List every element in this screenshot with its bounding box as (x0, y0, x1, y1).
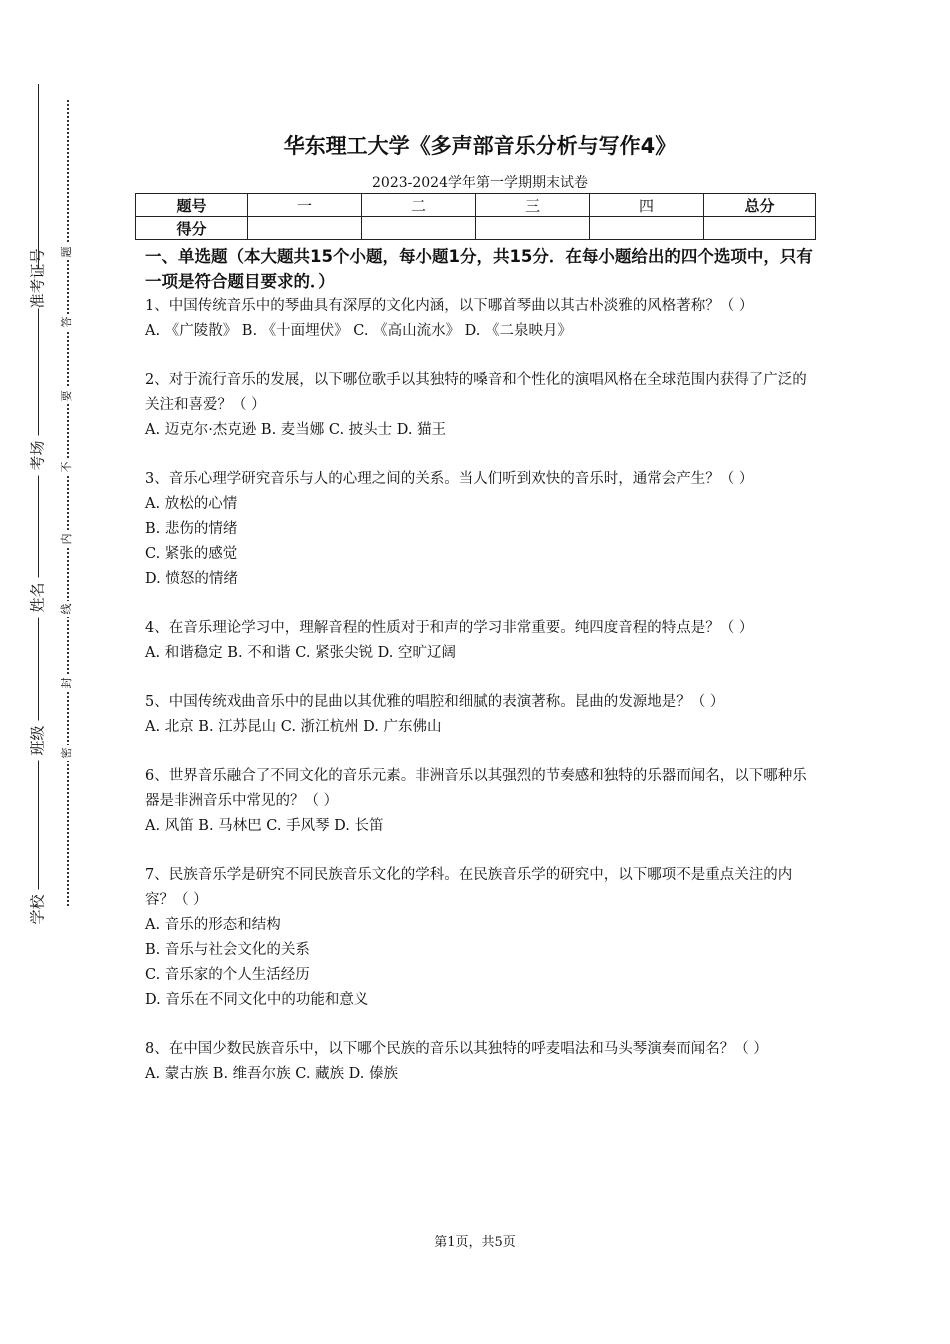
section-title: 一、单选题（本大题共15个小题，每小题1分，共15分．在每小题给出的四个选项中，只有一项是符合题目要求的．） (145, 247, 813, 291)
question-7 (145, 863, 817, 1013)
question-stem: 6、世界音乐融合了不同文化的音乐元素。非洲音乐以其强烈的节奏感和独特的乐器而闻名，以下哪种乐器是非洲音乐中常见的？（ ） (145, 768, 807, 809)
score-cell: 二 (362, 194, 476, 217)
question-options: A. 迈克尔·杰克逊 B. 麦当娜 C. 披头士 D. 猫王 (145, 422, 447, 438)
binding-margin (0, 0, 100, 1344)
score-cell: 总分 (704, 194, 816, 217)
score-cell: 得分 (136, 217, 248, 240)
label-class: 班级 (29, 721, 48, 761)
question-6 (145, 764, 817, 839)
question-stem: 4、在音乐理论学习中，理解音程的性质对于和声的学习非常重要。纯四度音程的特点是？（ ） (145, 620, 754, 636)
score-input-cell[interactable] (704, 217, 816, 240)
question-stem: 2、对于流行音乐的发展，以下哪位歌手以其独特的嗓音和个性化的演唱风格在全球范围内获得了广泛的关注和喜爱？（ ） (145, 372, 807, 413)
question-options: A. 蒙古族 B. 维吾尔族 C. 藏族 D. 傣族 (145, 1066, 399, 1082)
label-school: 学校 (29, 890, 48, 930)
question-3 (145, 467, 817, 592)
question-stem: 5、中国传统戏曲音乐中的昆曲以其优雅的唱腔和细腻的表演著称。昆曲的发源地是？（ ） (145, 694, 725, 710)
score-table-header-row (136, 194, 816, 217)
question-4 (145, 616, 817, 666)
exam-title: 华东理工大学《多声部音乐分析与写作4》 (283, 134, 677, 158)
question-8 (145, 1037, 817, 1087)
seal-char: 题 (59, 244, 75, 260)
seal-char: 要 (59, 388, 75, 404)
question-stem: 3、音乐心理学研究音乐与人的心理之间的关系。当人们听到欢快的音乐时，通常会产生？（ ） (145, 471, 754, 487)
seal-char: 答 (59, 314, 75, 330)
question-2 (145, 368, 817, 443)
binding-solid-line (38, 84, 39, 904)
label-exam-room: 考场 (29, 436, 48, 476)
score-table (135, 193, 816, 240)
score-input-cell[interactable] (362, 217, 476, 240)
score-cell: 一 (248, 194, 362, 217)
score-input-cell[interactable] (590, 217, 704, 240)
question-1 (145, 294, 817, 344)
option-d: D. 愤怒的情绪 (145, 571, 238, 587)
question-stem: 7、民族音乐学是研究不同民族音乐文化的学科。在民族音乐学的研究中，以下哪项不是重点关注的内容？（ ） (145, 867, 793, 908)
option-a: A. 放松的心情 (145, 496, 238, 512)
seal-char: 不 (59, 459, 75, 475)
score-table-score-row (136, 217, 816, 240)
option-b: B. 音乐与社会文化的关系 (145, 942, 310, 958)
question-stem: 8、在中国少数民族音乐中，以下哪个民族的音乐以其独特的呼麦唱法和马头琴演奏而闻名？（ ） (145, 1041, 768, 1057)
score-cell: 四 (590, 194, 704, 217)
option-d: D. 音乐在不同文化中的功能和意义 (145, 992, 369, 1008)
option-a: A. 音乐的形态和结构 (145, 917, 281, 933)
page-footer: 第1页，共5页 (434, 1235, 516, 1250)
seal-char: 线 (59, 601, 75, 617)
label-name: 姓名 (29, 578, 48, 618)
option-c: C. 紧张的感觉 (145, 546, 238, 562)
score-input-cell[interactable] (248, 217, 362, 240)
exam-content (145, 244, 817, 1087)
label-exam-number: 准考证号 (28, 248, 47, 309)
option-b: B. 悲伤的情绪 (145, 521, 238, 537)
seal-char: 封 (59, 675, 75, 691)
question-stem: 1、中国传统音乐中的琴曲具有深厚的文化内涵，以下哪首琴曲以其古朴淡雅的风格著称？（ ） (145, 298, 754, 314)
exam-subtitle: 2023-2024学年第一学期期末试卷 (372, 175, 588, 191)
binding-dotted-line (67, 100, 69, 906)
question-options: A. 北京 B. 江苏昆山 C. 浙江杭州 D. 广东佛山 (145, 719, 442, 735)
question-5 (145, 690, 817, 740)
question-options: A. 和谐稳定 B. 不和谐 C. 紧张尖锐 D. 空旷辽阔 (145, 645, 457, 661)
score-input-cell[interactable] (476, 217, 590, 240)
score-cell: 三 (476, 194, 590, 217)
option-c: C. 音乐家的个人生活经历 (145, 967, 310, 983)
question-options: A. 《广陵散》 B. 《十面埋伏》 C. 《高山流水》 D. 《二泉映月》 (145, 323, 573, 339)
question-options: A. 风笛 B. 马林巴 C. 手风琴 D. 长笛 (145, 818, 384, 834)
seal-char: 密 (59, 745, 75, 761)
score-cell: 题号 (136, 194, 248, 217)
seal-char: 内 (59, 531, 75, 547)
